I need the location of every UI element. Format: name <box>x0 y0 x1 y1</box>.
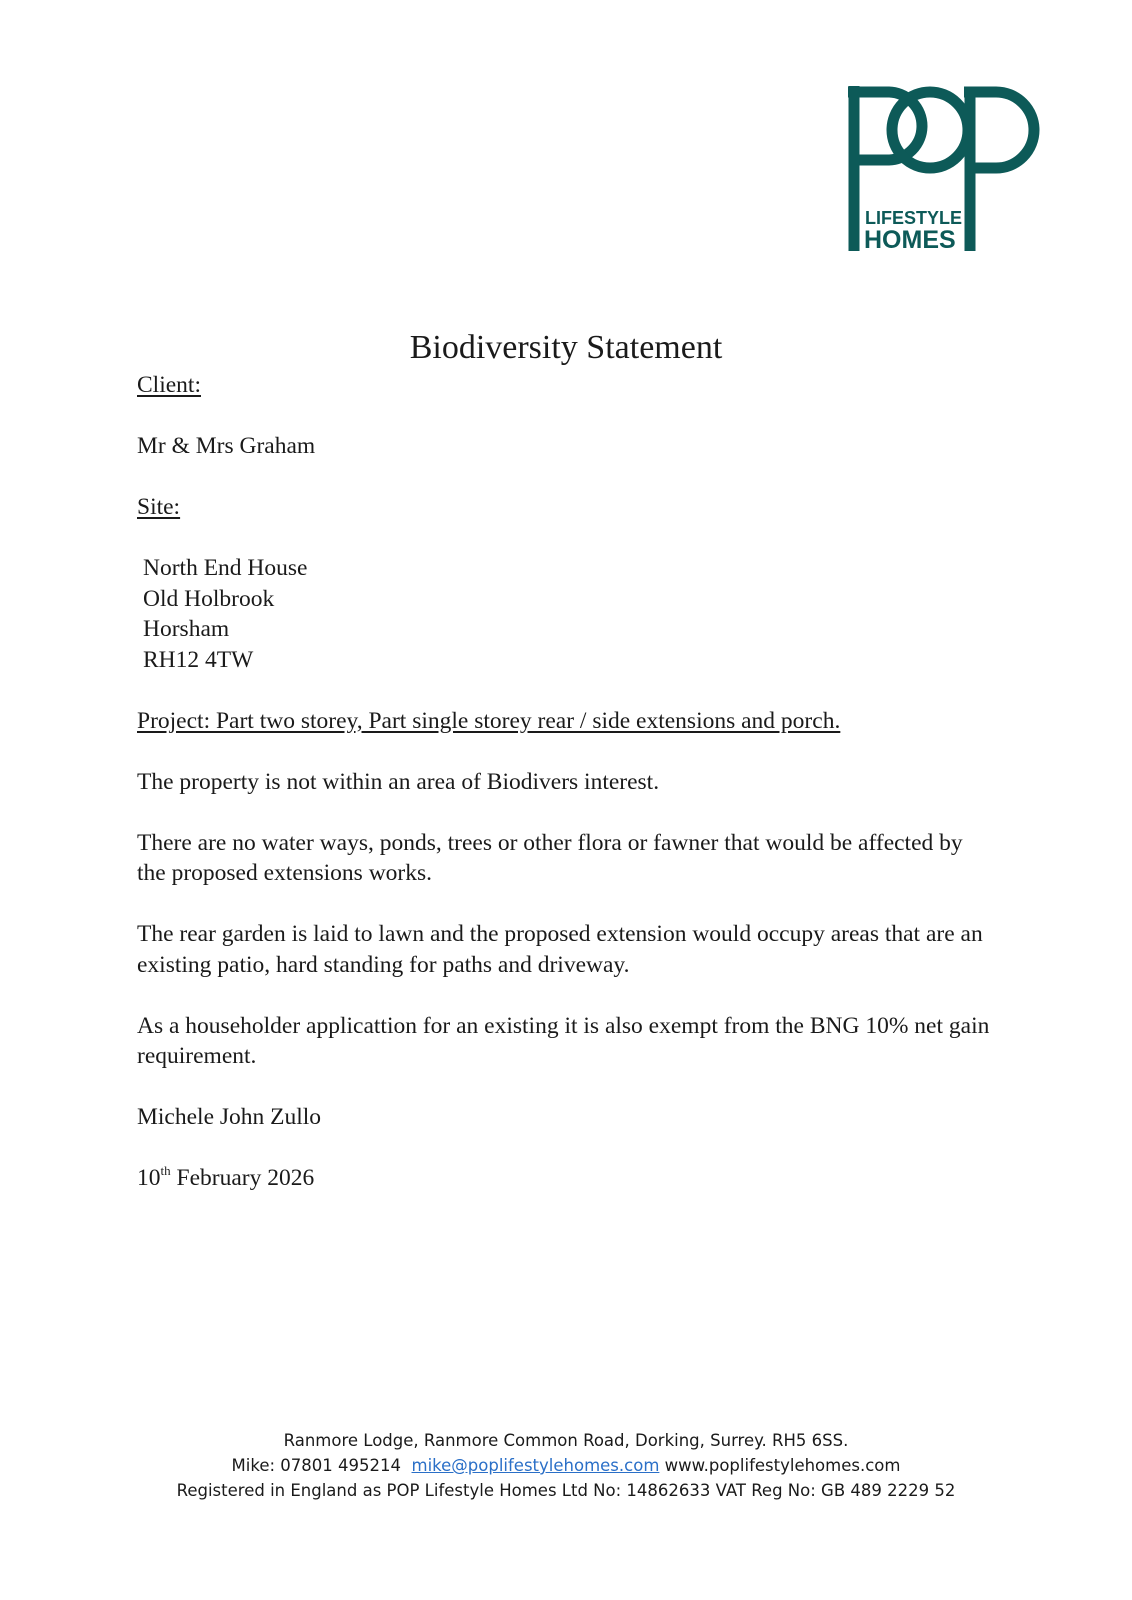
footer-phone: Mike: 07801 495214 <box>231 1456 402 1475</box>
paragraph-bng-exemption: As a householder applicattion for an existing it is also exempt from the BNG 10% net gain requirement. <box>137 1012 990 1069</box>
footer-address: Ranmore Lodge, Ranmore Common Road, Dorking, Surrey. RH5 6SS. <box>283 1431 849 1450</box>
project-description: Project: Part two storey, Part single storey rear / side extensions and porch. <box>137 707 841 734</box>
footer-contact <box>0 1453 1132 1478</box>
logo-lifestyle-text: LIFESTYLE <box>865 208 963 228</box>
logo-homes-text: HOMES <box>864 226 956 254</box>
footer-registration: Registered in England as POP Lifestyle Homes Ltd No: 14862633 VAT Reg No: GB 489 2229 52 <box>176 1481 956 1500</box>
client-name: Mr & Mrs Graham <box>137 433 316 459</box>
paragraph-biodiversity-area: The property is not within an area of Biodivers interest. <box>137 768 660 795</box>
date-rest: February 2026 <box>170 1165 315 1191</box>
footer <box>0 1428 1132 1503</box>
footer-email-link[interactable]: mike@poplifestylehomes.com <box>411 1456 660 1475</box>
footer-website: www.poplifestylehomes.com <box>664 1456 901 1475</box>
paragraph-rear-garden: The rear garden is laid to lawn and the proposed extension would occupy areas that are an existing patio, hard standing for paths and driveway. <box>137 921 983 978</box>
page-title: Biodiversity Statement <box>409 329 723 366</box>
address-line: RH12 4TW <box>143 646 254 673</box>
date-day: 10 <box>137 1165 161 1191</box>
client-label: Client: <box>137 372 201 398</box>
pop-logo-mark <box>848 86 1048 258</box>
company-logo <box>848 86 1048 258</box>
address-line: North End House <box>143 555 308 581</box>
signature-name: Michele John Zullo <box>137 1104 322 1130</box>
document-body <box>137 370 997 1224</box>
address-line: Horsham <box>143 616 230 642</box>
address-line: Old Holbrook <box>143 585 275 612</box>
date-suffix: th <box>160 1163 171 1178</box>
paragraph-water-flora: There are no water ways, ponds, trees or other flora or fawner that would be affected by the proposed extensions works. <box>137 829 963 886</box>
site-address <box>137 553 997 675</box>
site-label: Site: <box>137 494 181 520</box>
document-date <box>137 1163 997 1194</box>
